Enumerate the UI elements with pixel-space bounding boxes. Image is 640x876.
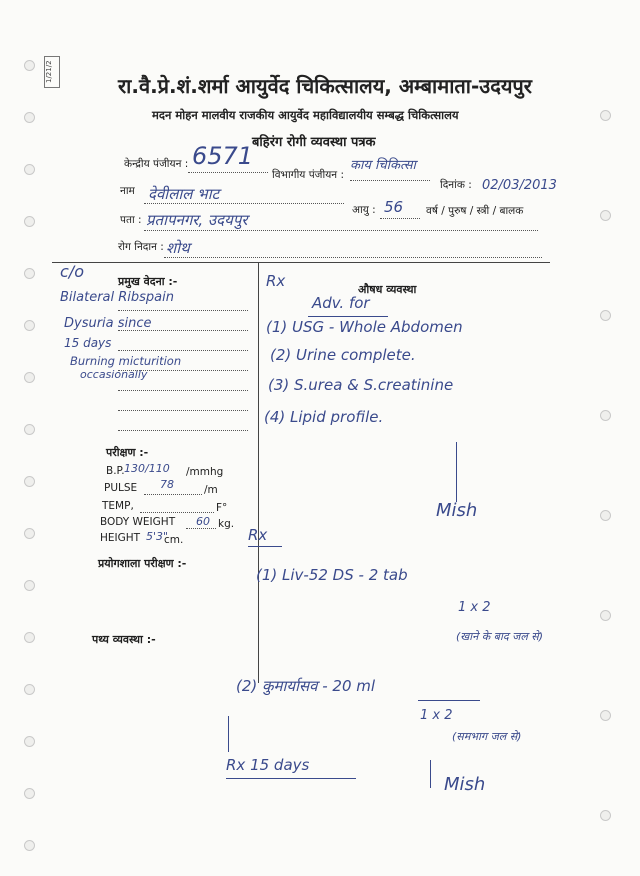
bp-value: 130/110 bbox=[124, 462, 170, 475]
medicine-2-note: (समभाग जल से) bbox=[452, 730, 522, 743]
complaint-line-5: occasionally bbox=[80, 368, 148, 381]
exam-label: परीक्षण :- bbox=[106, 446, 149, 459]
complaint-line-2: Dysuria since bbox=[64, 316, 152, 331]
medicine-1-note: (खाने के बाद जल से) bbox=[456, 630, 543, 643]
central-reg-label: केन्द्रीय पंजीयन : bbox=[124, 158, 189, 170]
central-reg-value: 6571 bbox=[192, 142, 254, 170]
doctor-signature-2: Mish bbox=[444, 774, 486, 795]
date-label: दिनांक : bbox=[440, 179, 472, 191]
advice-text: Adv. for bbox=[312, 294, 370, 312]
rx-symbol-1: Rx bbox=[266, 272, 286, 290]
medicine-2-dose: 1 x 2 bbox=[420, 708, 453, 723]
age-gender-options: वर्ष / पुरुष / स्त्री / बालक bbox=[426, 205, 524, 217]
medicine-1-dose: 1 x 2 bbox=[458, 600, 491, 615]
medicine-2: (2) कुमार्यासव - 20 ml bbox=[236, 677, 376, 695]
investigation-1: (1) USG - Whole Abdomen bbox=[266, 318, 463, 336]
rx-symbol-2: Rx bbox=[248, 526, 268, 544]
bp-unit: /mmhg bbox=[186, 466, 224, 478]
chief-complaint-label: प्रमुख वेदना :- bbox=[118, 275, 178, 288]
weight-unit: kg. bbox=[218, 518, 235, 530]
form-divider bbox=[52, 262, 550, 263]
height-value: 5'3" bbox=[146, 530, 169, 543]
height-unit: cm. bbox=[164, 534, 184, 546]
diet-label: पथ्य व्यवस्था :- bbox=[92, 633, 156, 646]
complaint-line-3: 15 days bbox=[64, 336, 112, 350]
co-mark: c/o bbox=[60, 262, 84, 281]
height-label: HEIGHT bbox=[100, 532, 141, 544]
weight-value: 60 bbox=[196, 515, 210, 528]
complaint-line-4: Burning micturition bbox=[70, 354, 182, 368]
hospital-title: रा.वै.प्रे.शं.शर्मा आयुर्वेद चिकित्सालय, अम्बामाता-उदयपुर bbox=[118, 74, 532, 98]
hospital-subtitle: मदन मोहन मालवीय राजकीय आयुर्वेद महाविद्यालयीय सम्बद्ध चिकित्सालय bbox=[152, 108, 459, 122]
address-label: पता : bbox=[120, 214, 142, 226]
pulse-value: 78 bbox=[160, 478, 174, 491]
address-value: प्रतापनगर, उदयपुर bbox=[146, 211, 248, 229]
name-value: देवीलाल भाट bbox=[148, 185, 220, 203]
investigation-3: (3) S.urea & S.creatinine bbox=[268, 376, 454, 394]
weight-label: BODY WEIGHT bbox=[100, 516, 176, 528]
medicine-label: औषध व्यवस्था bbox=[358, 283, 417, 296]
lab-test-label: प्रयोगशाला परीक्षण :- bbox=[98, 557, 187, 570]
dept-reg-value: काय चिकित्सा bbox=[350, 158, 416, 173]
registration-stamp: 1/21/2 bbox=[44, 56, 60, 88]
diagnosis-value: शोथ bbox=[166, 239, 190, 257]
duration-text: Rx 15 days bbox=[226, 756, 310, 774]
complaint-line-1: Bilateral Ribspain bbox=[60, 290, 174, 305]
temp-label: TEMP, bbox=[102, 500, 134, 512]
diagnosis-label: रोग निदान : bbox=[118, 241, 164, 253]
doctor-signature-1: Mish bbox=[436, 500, 478, 521]
name-label: नाम bbox=[120, 185, 135, 197]
age-label: आयु : bbox=[352, 204, 376, 216]
bp-label: B.P. bbox=[106, 465, 125, 477]
column-divider bbox=[258, 263, 259, 683]
pulse-label: PULSE bbox=[104, 482, 138, 494]
form-title: बहिरंग रोगी व्यवस्था पत्रक bbox=[252, 135, 376, 150]
medicine-1: (1) Liv-52 DS - 2 tab bbox=[256, 566, 408, 584]
date-value: 02/03/2013 bbox=[482, 178, 557, 193]
investigation-4: (4) Lipid profile. bbox=[264, 408, 384, 426]
dept-reg-label: विभागीय पंजीयन : bbox=[272, 169, 344, 181]
investigation-2: (2) Urine complete. bbox=[270, 346, 416, 364]
temp-unit: F° bbox=[216, 502, 228, 514]
pulse-unit: /m bbox=[204, 484, 218, 496]
age-value: 56 bbox=[384, 198, 404, 216]
